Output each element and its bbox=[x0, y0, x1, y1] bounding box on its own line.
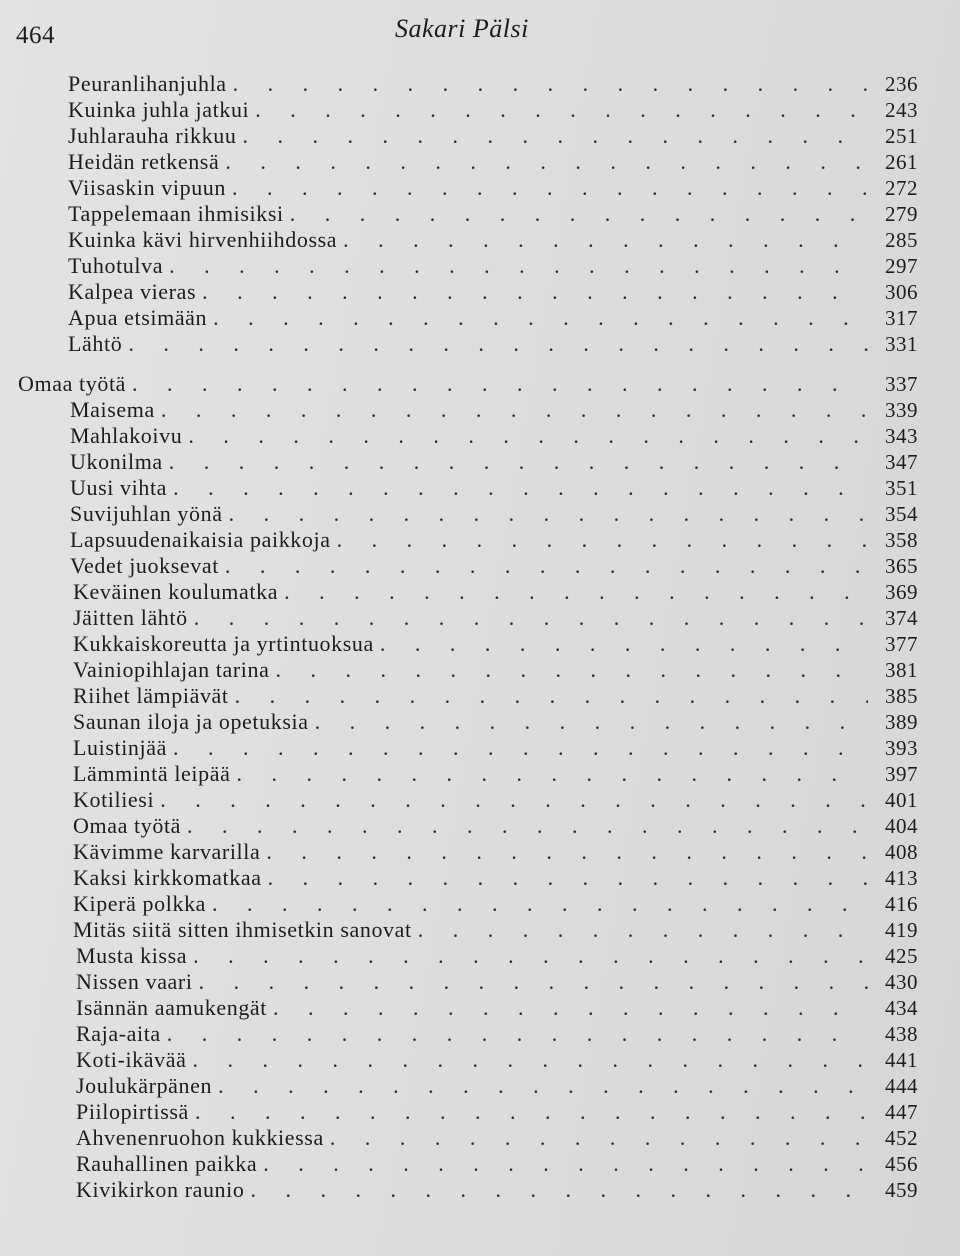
dot-leader bbox=[169, 253, 868, 279]
toc-entry-page: 354 bbox=[885, 502, 918, 526]
toc-entry-page: 393 bbox=[885, 736, 918, 760]
toc-entry-page: 331 bbox=[885, 332, 918, 356]
toc-entry bbox=[0, 1177, 960, 1203]
toc-entry-title: Keväinen koulumatka bbox=[73, 579, 279, 604]
dot-leader bbox=[273, 995, 868, 1021]
toc-entry-page: 358 bbox=[885, 528, 918, 552]
toc-entry-page: 430 bbox=[885, 970, 918, 994]
toc-entry-title: Tappelemaan ihmisiksi bbox=[68, 201, 284, 226]
dot-leader bbox=[128, 331, 868, 357]
toc-entry-page: 389 bbox=[885, 710, 918, 734]
toc-entry-title: Kiperä polkka bbox=[73, 891, 207, 916]
toc-section-page: 337 bbox=[885, 372, 918, 396]
toc-entry bbox=[0, 709, 960, 735]
toc-entry-page: 452 bbox=[885, 1126, 918, 1150]
toc-entry bbox=[0, 475, 960, 501]
toc-entry-page: 251 bbox=[885, 124, 918, 148]
toc-entry bbox=[0, 579, 960, 605]
toc-entry-title: Lämmintä leipää bbox=[73, 761, 231, 786]
dot-leader bbox=[169, 449, 868, 475]
dot-leader bbox=[315, 709, 868, 735]
table-of-contents bbox=[0, 71, 960, 1203]
toc-entry-page: 381 bbox=[885, 658, 918, 682]
toc-entry-title: Rauhallinen paikka bbox=[76, 1151, 258, 1176]
dot-leader bbox=[232, 175, 868, 201]
toc-entry bbox=[0, 527, 960, 553]
toc-entry-title: Raja-aita bbox=[76, 1021, 161, 1046]
toc-group-part2 bbox=[0, 397, 960, 1203]
dot-leader bbox=[188, 423, 868, 449]
toc-entry bbox=[0, 423, 960, 449]
dot-leader bbox=[242, 123, 868, 149]
dot-leader bbox=[218, 1073, 868, 1099]
toc-entry-page: 459 bbox=[885, 1178, 918, 1202]
toc-entry bbox=[0, 501, 960, 527]
toc-entry-page: 404 bbox=[885, 814, 918, 838]
toc-entry-page: 408 bbox=[885, 840, 918, 864]
toc-entry-page: 272 bbox=[885, 176, 918, 200]
toc-entry-page: 438 bbox=[885, 1022, 918, 1046]
page-number: 464 bbox=[16, 22, 55, 49]
toc-entry bbox=[0, 71, 960, 97]
toc-entry bbox=[0, 1021, 960, 1047]
toc-entry-title: Ukonilma bbox=[70, 449, 163, 474]
toc-entry bbox=[0, 969, 960, 995]
toc-entry bbox=[0, 397, 960, 423]
dot-leader bbox=[202, 279, 868, 305]
toc-entry-title: Kaksi kirkkomatkaa bbox=[73, 865, 262, 890]
toc-entry-page: 401 bbox=[885, 788, 918, 812]
toc-entry-title: Heidän retkensä bbox=[68, 149, 220, 174]
toc-entry-page: 285 bbox=[885, 228, 918, 252]
toc-entry-page: 243 bbox=[885, 98, 918, 122]
toc-entry-page: 413 bbox=[885, 866, 918, 890]
toc-entry-page: 377 bbox=[885, 632, 918, 656]
toc-entry-title: Maisema bbox=[70, 397, 155, 422]
dot-leader bbox=[225, 553, 868, 579]
dot-leader bbox=[255, 97, 868, 123]
toc-entry bbox=[0, 917, 960, 943]
toc-entry bbox=[0, 943, 960, 969]
toc-entry-title: Kuinka juhla jatkui bbox=[68, 97, 250, 122]
toc-section-title: Omaa työtä bbox=[18, 371, 127, 396]
toc-entry-title: Piilopirtissä bbox=[76, 1099, 189, 1124]
toc-entry-title: Apua etsimään bbox=[68, 305, 208, 330]
toc-entry-page: 339 bbox=[885, 398, 918, 422]
dot-leader bbox=[213, 305, 868, 331]
toc-entry-title: Tuhotulva bbox=[68, 253, 164, 278]
toc-entry bbox=[0, 449, 960, 475]
toc-entry-title: Kukkaiskoreutta ja yrtintuoksua bbox=[73, 631, 374, 656]
toc-entry-page: 261 bbox=[885, 150, 918, 174]
toc-entry bbox=[0, 865, 960, 891]
toc-entry bbox=[0, 995, 960, 1021]
toc-entry-title: Joulukärpänen bbox=[76, 1073, 213, 1098]
toc-entry-title: Mahlakoivu bbox=[70, 423, 183, 448]
toc-entry bbox=[0, 175, 960, 201]
toc-entry-title: Lähtö bbox=[68, 331, 123, 356]
dot-leader bbox=[233, 71, 868, 97]
toc-entry bbox=[0, 1073, 960, 1099]
toc-entry bbox=[0, 1125, 960, 1151]
dot-leader bbox=[193, 943, 868, 969]
dot-leader bbox=[284, 579, 868, 605]
toc-entry bbox=[0, 149, 960, 175]
toc-entry-title: Nissen vaari bbox=[76, 969, 193, 994]
toc-entry-page: 369 bbox=[885, 580, 918, 604]
toc-entry bbox=[0, 631, 960, 657]
toc-entry bbox=[0, 305, 960, 331]
toc-entry bbox=[0, 1099, 960, 1125]
dot-leader bbox=[187, 813, 868, 839]
dot-leader bbox=[337, 527, 868, 553]
toc-entry-title: Uusi vihta bbox=[70, 475, 168, 500]
toc-entry-page: 419 bbox=[885, 918, 918, 942]
toc-entry-title: Jäitten lähtö bbox=[73, 605, 188, 630]
dot-leader bbox=[195, 1099, 868, 1125]
toc-entry-title: Lapsuudenaikaisia paikkoja bbox=[70, 527, 331, 552]
dot-leader bbox=[380, 631, 868, 657]
toc-entry-page: 347 bbox=[885, 450, 918, 474]
toc-entry-title: Saunan iloja ja opetuksia bbox=[73, 709, 309, 734]
dot-leader bbox=[192, 1047, 868, 1073]
dot-leader bbox=[418, 917, 868, 943]
toc-entry bbox=[0, 331, 960, 357]
toc-entry-title: Viisaskin vipuun bbox=[68, 175, 227, 200]
toc-entry bbox=[0, 605, 960, 631]
toc-entry bbox=[0, 97, 960, 123]
toc-entry bbox=[0, 123, 960, 149]
dot-leader bbox=[132, 371, 868, 397]
dot-leader bbox=[229, 501, 868, 527]
dot-leader bbox=[212, 891, 868, 917]
toc-entry-title: Riihet lämpiävät bbox=[73, 683, 229, 708]
running-title: Sakari Pälsi bbox=[395, 14, 529, 43]
toc-entry-title: Vedet juoksevat bbox=[70, 553, 219, 578]
dot-leader bbox=[225, 149, 868, 175]
toc-entry bbox=[0, 1151, 960, 1177]
toc-entry-page: 343 bbox=[885, 424, 918, 448]
toc-entry-page: 447 bbox=[885, 1100, 918, 1124]
toc-entry-page: 397 bbox=[885, 762, 918, 786]
toc-entry-title: Peuranlihanjuhla bbox=[68, 71, 227, 96]
toc-entry-page: 456 bbox=[885, 1152, 918, 1176]
toc-entry bbox=[0, 683, 960, 709]
toc-entry-page: 306 bbox=[885, 280, 918, 304]
toc-entry-title: Mitäs siitä sitten ihmisetkin sanovat bbox=[73, 917, 412, 942]
toc-entry bbox=[0, 761, 960, 787]
toc-entry-page: 236 bbox=[885, 72, 918, 96]
dot-leader bbox=[266, 839, 868, 865]
toc-entry-title: Kävimme karvarilla bbox=[73, 839, 261, 864]
dot-leader bbox=[173, 475, 868, 501]
toc-entry-title: Isännän aamukengät bbox=[76, 995, 268, 1020]
toc-entry-page: 317 bbox=[885, 306, 918, 330]
toc-entry-page: 425 bbox=[885, 944, 918, 968]
toc-entry-title: Suvijuhlan yönä bbox=[70, 501, 223, 526]
toc-entry-title: Kuinka kävi hirvenhiihdossa bbox=[68, 227, 338, 252]
toc-entry-page: 365 bbox=[885, 554, 918, 578]
toc-entry bbox=[0, 839, 960, 865]
toc-group-part1 bbox=[0, 71, 960, 357]
toc-entry-title: Kotiliesi bbox=[73, 787, 155, 812]
toc-entry-page: 441 bbox=[885, 1048, 918, 1072]
dot-leader bbox=[330, 1125, 868, 1151]
toc-entry-page: 434 bbox=[885, 996, 918, 1020]
toc-entry-title: Koti-ikävää bbox=[76, 1047, 187, 1072]
toc-entry bbox=[0, 891, 960, 917]
dot-leader bbox=[173, 735, 868, 761]
toc-entry-title: Luistinjää bbox=[73, 735, 167, 760]
toc-entry-title: Kalpea vieras bbox=[68, 279, 197, 304]
toc-entry-page: 416 bbox=[885, 892, 918, 916]
toc-entry-page: 351 bbox=[885, 476, 918, 500]
toc-entry-page: 279 bbox=[885, 202, 918, 226]
toc-entry bbox=[0, 657, 960, 683]
toc-entry-title: Juhlarauha rikkuu bbox=[68, 123, 237, 148]
dot-leader bbox=[236, 761, 868, 787]
toc-entry bbox=[0, 735, 960, 761]
dot-leader bbox=[199, 969, 868, 995]
dot-leader bbox=[161, 397, 868, 423]
toc-section-entry bbox=[0, 371, 960, 397]
toc-entry bbox=[0, 813, 960, 839]
toc-entry bbox=[0, 201, 960, 227]
dot-leader bbox=[268, 865, 868, 891]
toc-entry-page: 385 bbox=[885, 684, 918, 708]
dot-leader bbox=[167, 1021, 868, 1047]
toc-entry bbox=[0, 253, 960, 279]
toc-entry-title: Musta kissa bbox=[76, 943, 188, 968]
toc-entry-title: Ahvenenruohon kukkiessa bbox=[76, 1125, 324, 1150]
toc-entry bbox=[0, 553, 960, 579]
toc-entry-page: 444 bbox=[885, 1074, 918, 1098]
toc-entry bbox=[0, 787, 960, 813]
dot-leader bbox=[276, 657, 869, 683]
toc-entry-title: Omaa työtä bbox=[73, 813, 182, 838]
dot-leader bbox=[343, 227, 868, 253]
dot-leader bbox=[160, 787, 868, 813]
toc-entry bbox=[0, 279, 960, 305]
toc-entry bbox=[0, 1047, 960, 1073]
toc-entry bbox=[0, 227, 960, 253]
dot-leader bbox=[194, 605, 868, 631]
toc-entry-page: 297 bbox=[885, 254, 918, 278]
toc-entry-page: 374 bbox=[885, 606, 918, 630]
dot-leader bbox=[263, 1151, 868, 1177]
dot-leader bbox=[235, 683, 868, 709]
toc-entry-title: Vainiopihlajan tarina bbox=[73, 657, 270, 682]
toc-entry-title: Kivikirkon raunio bbox=[76, 1177, 245, 1202]
dot-leader bbox=[290, 201, 868, 227]
dot-leader bbox=[250, 1177, 868, 1203]
